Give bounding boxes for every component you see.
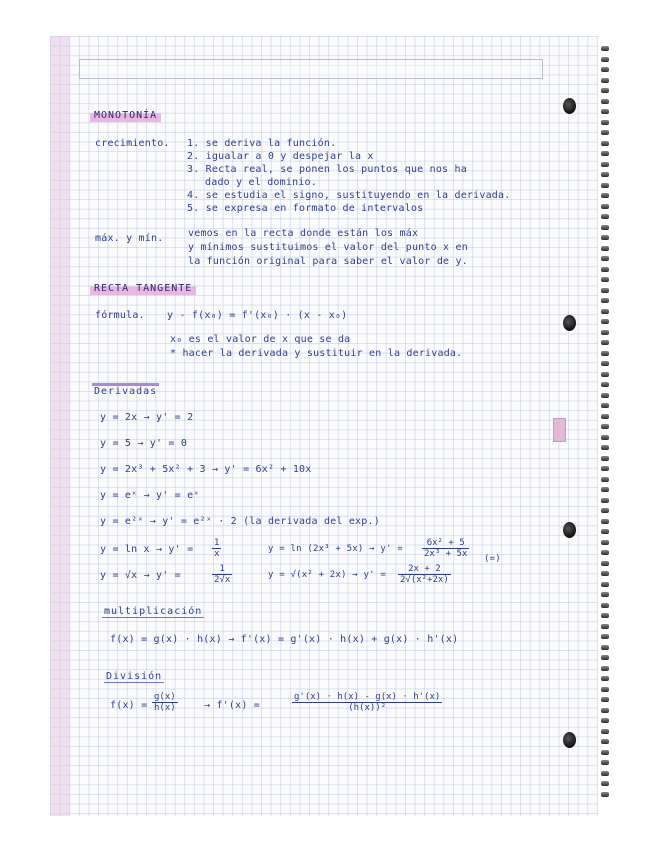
spiral-coil — [601, 46, 609, 51]
rule-ln-lhs: y = ln x → y' = — [100, 544, 194, 555]
rule-ln-composite-num: 6x² + 5 — [422, 538, 469, 549]
spiral-coil — [601, 466, 609, 471]
spiral-coil — [601, 288, 609, 293]
spiral-coil — [601, 330, 609, 335]
spiral-coil — [601, 109, 609, 114]
section-title-monotonia: MONOTONÍA — [90, 109, 161, 122]
quotient-rhs-num: g'(x) · h(x) - g(x) · h'(x) — [294, 692, 441, 702]
spiral-coil — [601, 414, 609, 419]
step-3-cont: dado y el dominio. — [205, 177, 317, 188]
spiral-coil — [601, 57, 609, 62]
spiral-coil — [601, 634, 609, 639]
spiral-coil — [601, 645, 609, 650]
spiral-coil — [601, 340, 609, 345]
rule-constant: y = 5 → y' = 0 — [100, 438, 188, 449]
crecimiento-label: crecimiento. — [95, 138, 170, 149]
tangent-formula: y - f(x₀) = f'(x₀) · (x - x₀) — [167, 310, 348, 321]
spiral-coil — [601, 445, 609, 450]
spiral-coil — [601, 781, 609, 786]
step-1: 1. se deriva la función. — [187, 138, 337, 149]
quotient-lhs-num: g(x) — [154, 692, 176, 702]
spiral-coil — [601, 372, 609, 377]
spiral-coil — [601, 435, 609, 440]
step-3: 3. Recta real, se ponen los puntos que nos ha — [187, 164, 467, 175]
spiral-coil — [601, 529, 609, 534]
rule-sqrt-composite-fraction — [398, 564, 451, 585]
section-title-division: División — [106, 671, 163, 682]
spiral-coil — [601, 393, 609, 398]
page-margin — [50, 36, 70, 816]
spiral-coil — [601, 739, 609, 744]
spiral-coil — [601, 477, 609, 482]
spiral-coil — [601, 225, 609, 230]
spiral-coil — [601, 540, 609, 545]
rule-sqrt-composite-den: 2√(x²+2x) — [400, 575, 449, 585]
spiral-coil — [601, 193, 609, 198]
spiral-coil — [601, 151, 609, 156]
rule-ln-num: 1 — [214, 538, 220, 548]
spiral-coil — [601, 760, 609, 765]
spiral-coil — [601, 246, 609, 251]
binder-hole-bottom — [563, 732, 576, 748]
rule-ln-composite-den: 2x³ + 5x — [424, 549, 468, 559]
spiral-coil — [601, 256, 609, 261]
quotient-rhs-fraction — [292, 692, 442, 713]
spiral-coil — [601, 235, 609, 240]
spiral-coil — [601, 183, 609, 188]
rule-exp: y = eˣ → y' = eˣ — [100, 490, 200, 501]
spiral-coil — [601, 67, 609, 72]
spiral-coil — [601, 382, 609, 387]
rule-exp-composite: y = e²ˣ → y' = e²ˣ · 2 (la derivada del exp.) — [100, 516, 380, 527]
spiral-coil — [601, 624, 609, 629]
spiral-coil — [601, 519, 609, 524]
spiral-coil — [601, 120, 609, 125]
spiral-coil — [601, 424, 609, 429]
spiral-coil — [601, 162, 609, 167]
spiral-coil — [601, 561, 609, 566]
maxmin-line-2: y mínimos sustituimos el valor del punto x en — [188, 242, 468, 253]
quotient-arrow: → f'(x) = — [204, 700, 260, 711]
section-title-multiplicacion: multiplicación — [104, 606, 203, 617]
quotient-lhs: f(x) = — [110, 700, 148, 711]
rule-ln-fraction — [212, 538, 221, 559]
rule-sqrt-fraction — [212, 564, 232, 585]
quotient-lhs-fraction — [152, 692, 178, 713]
step-4: 4. se estudia el signo, sustituyendo en la derivada. — [187, 190, 511, 201]
spiral-coil — [601, 298, 609, 303]
spiral-coil — [601, 771, 609, 776]
spiral-coil — [601, 319, 609, 324]
spiral-coil — [601, 550, 609, 555]
rule-ln-composite-suffix: (=) — [484, 554, 501, 564]
quotient-lhs-den: h(x) — [154, 703, 176, 713]
rule-ln-den: x — [214, 549, 220, 559]
spiral-coil — [601, 214, 609, 219]
maxmin-label: máx. y mín. — [95, 233, 164, 244]
tangent-note-2: * hacer la derivada y sustituir en la derivada. — [170, 348, 463, 359]
spiral-coil — [601, 130, 609, 135]
spiral-coil — [601, 666, 609, 671]
rule-polynomial: y = 2x³ + 5x² + 3 → y' = 6x² + 10x — [100, 464, 312, 475]
spiral-coil — [601, 750, 609, 755]
spiral-coil — [601, 498, 609, 503]
spiral-coil — [601, 141, 609, 146]
rule-linear: y = 2x → y' = 2 — [100, 412, 194, 423]
spiral-coil — [601, 708, 609, 713]
spiral-coil — [601, 403, 609, 408]
maxmin-line-1: vemos en la recta donde están los máx — [188, 228, 419, 239]
section-title-recta-tangente: RECTA TANGENTE — [90, 282, 196, 295]
tangent-note-1: x₀ es el valor de x que se da — [170, 334, 351, 345]
rule-sqrt-den: 2√x — [214, 575, 231, 585]
product-rule: f(x) = g(x) · h(x) → f'(x) = g'(x) · h(x) + g(x) · h'(x) — [110, 634, 459, 645]
maxmin-line-3: la función original para saber el valor de y. — [188, 256, 468, 267]
rule-sqrt-composite-num: 2x + 2 — [398, 564, 451, 575]
formula-label: fórmula. — [95, 310, 145, 321]
spiral-coil — [601, 361, 609, 366]
rule-ln-composite-fraction — [422, 538, 469, 559]
spiral-coil — [601, 487, 609, 492]
spiral-coil — [601, 277, 609, 282]
rule-sqrt-lhs: y = √x → y' = — [100, 570, 181, 581]
quotient-rhs-den: (h(x))² — [348, 703, 387, 713]
spiral-coil — [601, 687, 609, 692]
spiral-coil — [601, 508, 609, 513]
spiral-coil — [601, 309, 609, 314]
spiral-coil — [601, 655, 609, 660]
spiral-coil — [601, 88, 609, 93]
spiral-coil — [601, 78, 609, 83]
step-5: 5. se expresa en formato de intervalos — [187, 203, 424, 214]
spiral-coil — [601, 351, 609, 356]
spiral-coil — [601, 456, 609, 461]
spiral-coil — [601, 603, 609, 608]
spiral-coil — [601, 697, 609, 702]
rule-ln-composite-lhs: y = ln (2x³ + 5x) → y' = — [268, 544, 403, 554]
rule-sqrt-num: 1 — [212, 564, 232, 575]
spiral-coil — [601, 613, 609, 618]
spiral-coil — [601, 582, 609, 587]
binder-hole-lower — [563, 522, 576, 538]
step-2: 2. igualar a 0 y despejar la x — [187, 151, 374, 162]
binder-hole-middle — [563, 315, 576, 331]
section-title-derivadas: Derivadas — [92, 383, 159, 397]
spiral-coil — [601, 592, 609, 597]
spiral-coil — [601, 718, 609, 723]
binder-hole-top — [563, 98, 576, 114]
spiral-coil — [601, 729, 609, 734]
spiral-coil — [601, 571, 609, 576]
spiral-coil — [601, 792, 609, 797]
header-box — [79, 59, 543, 79]
spiral-coil — [601, 172, 609, 177]
spiral-coil — [601, 267, 609, 272]
page-tab — [553, 418, 566, 442]
rule-sqrt-composite-lhs: y = √(x² + 2x) → y' = — [268, 570, 386, 580]
spiral-coil — [601, 204, 609, 209]
spiral-coil — [601, 676, 609, 681]
spiral-coil — [601, 99, 609, 104]
